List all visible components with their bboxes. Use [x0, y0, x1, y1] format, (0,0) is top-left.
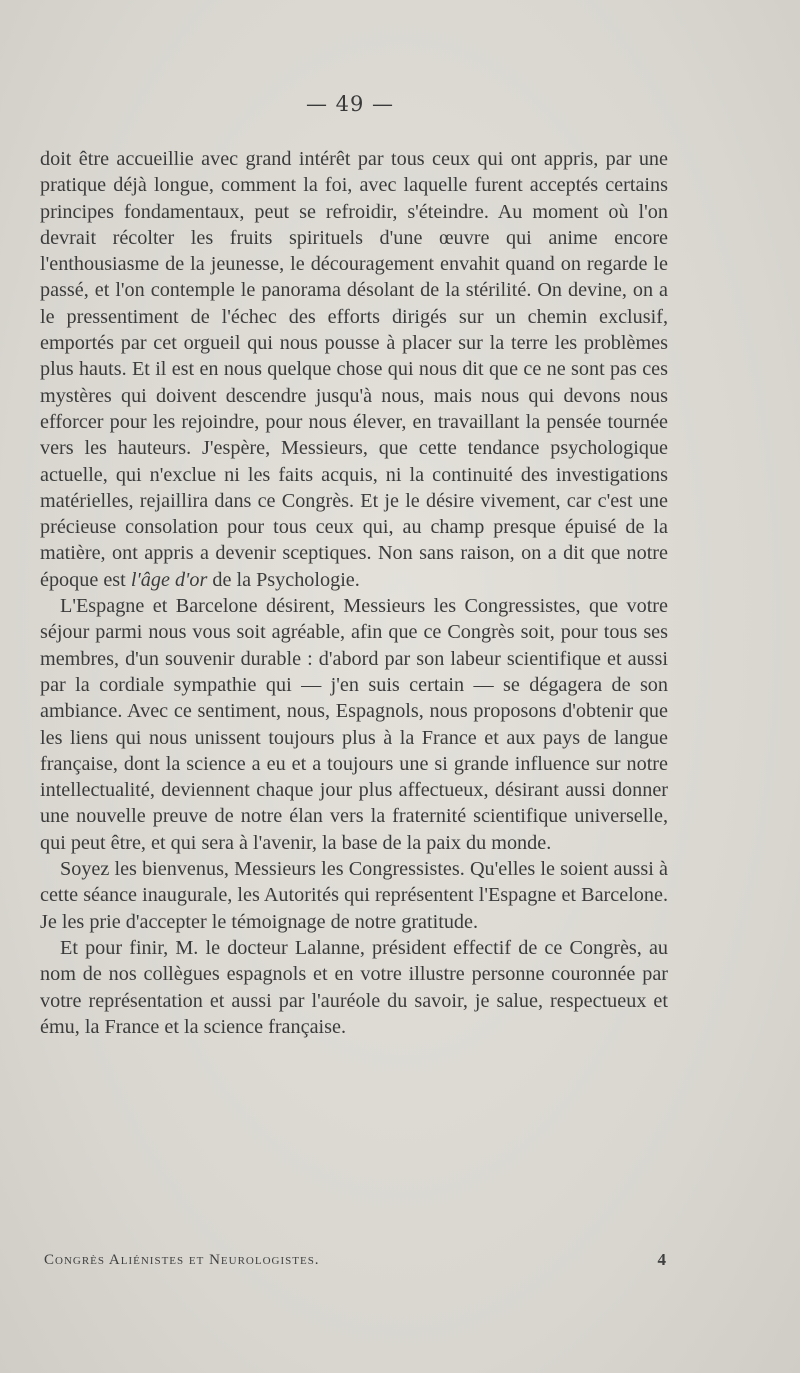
body-text — [40, 146, 668, 1040]
paragraph-1-text: doit être accueillie avec grand intérêt par tous ceux qui ont appris, par une pratique déjà longue, comment la foi, avec laquelle furent acceptés certains principes fondamentaux, peut se refroidir, s'éteindre. Au moment où l'on devrait récolter les fruits spirituels d'une œuvre qui anime encore l'enthousiasme de la jeunesse, le découragement envahit quand on regarde le passé, et l'on contemple le panorama désolant de la stérilité. On devine, on a le pressentiment de l'échec des efforts dirigés sur un chemin exclusif, emportés par cet orgueil qui nous pousse à placer sur la terre les problèmes plus hauts. Et il est en nous quelque chose qui nous dit que ce ne sont pas ces mystères qui doivent descendre jusqu'à nous, mais nous qui devons nous efforcer pour les rejoindre, pour nous élever, en travaillant la pensée tournée vers les hauteurs. J'espère, Messieurs, que cette tendance psychologique actuelle, qui n'exclue ni les faits acquis, ni la continuité des investigations matérielles, rejaillira dans ce Congrès. Et je le désire vivement, car c'est une précieuse consolation pour tous ceux qui, au champ presque épuisé de la matière, ont appris a devenir sceptiques. Non sans raison, on a dit que notre époque est — [40, 148, 668, 591]
paragraph-3: Soyez les bienvenus, Messieurs les Congressistes. Qu'elles le soient aussi à cette séance inaugurale, les Autorités qui représentent l'Espagne et Barcelone. Je les prie d'accepter le témoignage de notre gratitude. — [40, 858, 668, 933]
paragraph-1-tail: de la Psychologie. — [207, 568, 360, 591]
paragraph-2: L'Espagne et Barcelone désirent, Messieurs les Congressistes, que votre séjour parmi nous vous soit agréable, afin que ce Congrès soit, pour tous ses membres, d'un souvenir durable : d'abord par son labeur scientifique et aussi par la cordiale sympathie qui — j'en suis certain — se dégagera de son ambiance. Avec ce sentiment, nous, Espagnols, nous proposons d'obtenir que les liens qui nous unissent toujours plus à la France et aux pays de langue française, dont la science a eu et a toujours une si grande influence sur notre intellectualité, deviennent chaque jour plus affectueux, désirant aussi donner une nouvelle preuve de notre élan vers la fraternité scientifique universelle, qui peut être, et qui sera à l'avenir, la base de la paix du monde. — [40, 595, 668, 854]
paragraph-1 — [40, 146, 668, 593]
footer — [44, 1252, 666, 1269]
signature-mark: 4 — [657, 1250, 666, 1269]
page-number: — 49 — — [305, 92, 395, 116]
paragraph-1-italic: l'âge d'or — [130, 568, 208, 591]
paragraph-4: Et pour finir, M. le docteur Lalanne, président effectif de ce Congrès, au nom de nos collègues espagnols et en votre illustre personne couronnée par votre représentation et aussi par l'auréole du savoir, je salue, respectueux et ému, la France et la science française. — [40, 936, 668, 1038]
running-title: Congrès Aliénistes et Neurologistes. — [44, 1252, 320, 1268]
